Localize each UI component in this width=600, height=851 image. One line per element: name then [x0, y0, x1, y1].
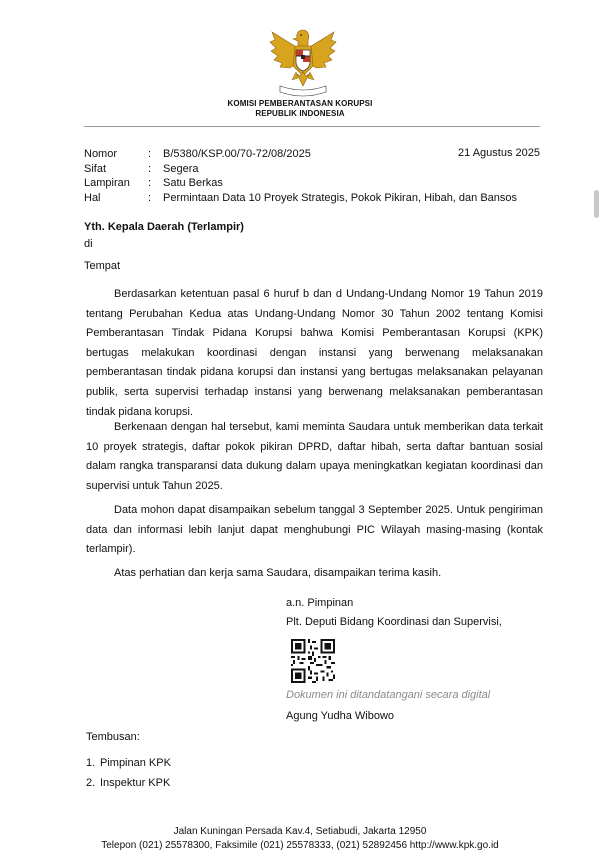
signatory-name: Agung Yudha Wibowo	[286, 710, 395, 722]
qr-code-icon	[291, 639, 335, 683]
meta-row-sifat	[84, 162, 544, 177]
letter-date: 21 Agustus 2025	[458, 147, 540, 159]
meta-colon: :	[148, 148, 152, 160]
footer-contact: Telepon (021) 25578300, Faksimile (021) 25578333, (021) 52892456 http://www.kpk.go.id	[101, 840, 499, 851]
meta-colon: :	[148, 191, 152, 204]
cc-list	[86, 754, 171, 793]
list-label: Pimpinan KPK	[100, 757, 171, 769]
meta-key: Nomor	[84, 148, 118, 160]
signature-position: Plt. Deputi Bidang Koordinasi dan Supervisi,	[286, 616, 502, 628]
body-paragraph-1	[86, 285, 543, 422]
recipient-di: di	[84, 238, 93, 250]
meta-value: Segera	[163, 162, 199, 175]
meta-row-lampiran	[84, 176, 544, 191]
list-item	[86, 774, 171, 794]
list-number: 2.	[86, 776, 96, 789]
list-item	[86, 754, 171, 774]
cc-title: Tembusan:	[86, 731, 140, 743]
meta-key: Sifat	[84, 162, 107, 175]
meta-value: Satu Berkas	[163, 177, 223, 189]
footer-address: Jalan Kuningan Persada Kav.4, Setiabudi, Jakarta 12950	[173, 826, 427, 837]
digital-signature-note: Dokumen ini ditandatangani secara digital	[286, 689, 491, 701]
recipient-place: Tempat	[84, 260, 121, 272]
header-divider	[84, 126, 540, 127]
paragraph-text: Data mohon dapat disampaikan sebelum tanggal 3 September 2025. Untuk pengiriman data dan informasi lebih lanjut dapat menghubungi PIC Wilayah masing-masing (kontak terlampir).	[86, 504, 543, 556]
org-country: REPUBLIK INDONESIA	[255, 109, 345, 118]
body-paragraph-2	[86, 418, 543, 496]
paragraph-text: Berdasarkan ketentuan pasal 6 huruf b dan d Undang-Undang Nomor 19 Tahun 2019 tentang Perubahan Kedua atas Undang-Undang Nomor 30 Tahun 2002 tentang Komisi Pemberantasan Tindak Pidana Korupsi bahwa Komisi Pemberantasan Korupsi (KPK) bertugas melakukan koordinasi dengan instansi yang berwenang melaksanakan pemberantasan tindak pidana korupsi dan instansi yang bertugas melaksanakan pelayanan publik, serta supervisi terhadap instansi yang berwenang melaksanakan pemberantasan tindak pidana korupsi.	[86, 288, 543, 418]
garuda-emblem-icon	[268, 26, 338, 100]
meta-colon: :	[148, 177, 152, 189]
signature-on-behalf: a.n. Pimpinan	[286, 597, 354, 609]
meta-key: Hal	[84, 191, 101, 204]
recipient: Yth. Kepala Daerah (Terlampir)	[84, 221, 244, 233]
paragraph-text: Berkenaan dengan hal tersebut, kami meminta Saudara untuk memberikan data terkait 10 proyek strategis, daftar pokok pikiran DPRD, daftar hibah, serta daftar bantuan sosial dalam rangka transparansi data dukung dalam upaya meningkatkan kegiatan koordinasi dan supervisi untuk Tahun 2025.	[86, 421, 543, 492]
meta-value: B/5380/KSP.00/70-72/08/2025	[163, 148, 311, 160]
meta-value: Permintaan Data 10 Proyek Strategis, Pokok Pikiran, Hibah, dan Bansos	[163, 191, 518, 204]
org-name: KOMISI PEMBERANTASAN KORUPSI	[227, 99, 373, 108]
body-paragraph-3	[86, 501, 543, 560]
meta-colon: :	[148, 162, 152, 175]
meta-key: Lampiran	[84, 177, 130, 189]
body-paragraph-4	[86, 564, 543, 584]
meta-row-hal	[84, 191, 544, 206]
scrollbar[interactable]	[594, 190, 599, 218]
paragraph-text: Atas perhatian dan kerja sama Saudara, disampaikan terima kasih.	[114, 567, 442, 579]
list-number: 1.	[86, 757, 96, 769]
list-label: Inspektur KPK	[100, 776, 171, 789]
